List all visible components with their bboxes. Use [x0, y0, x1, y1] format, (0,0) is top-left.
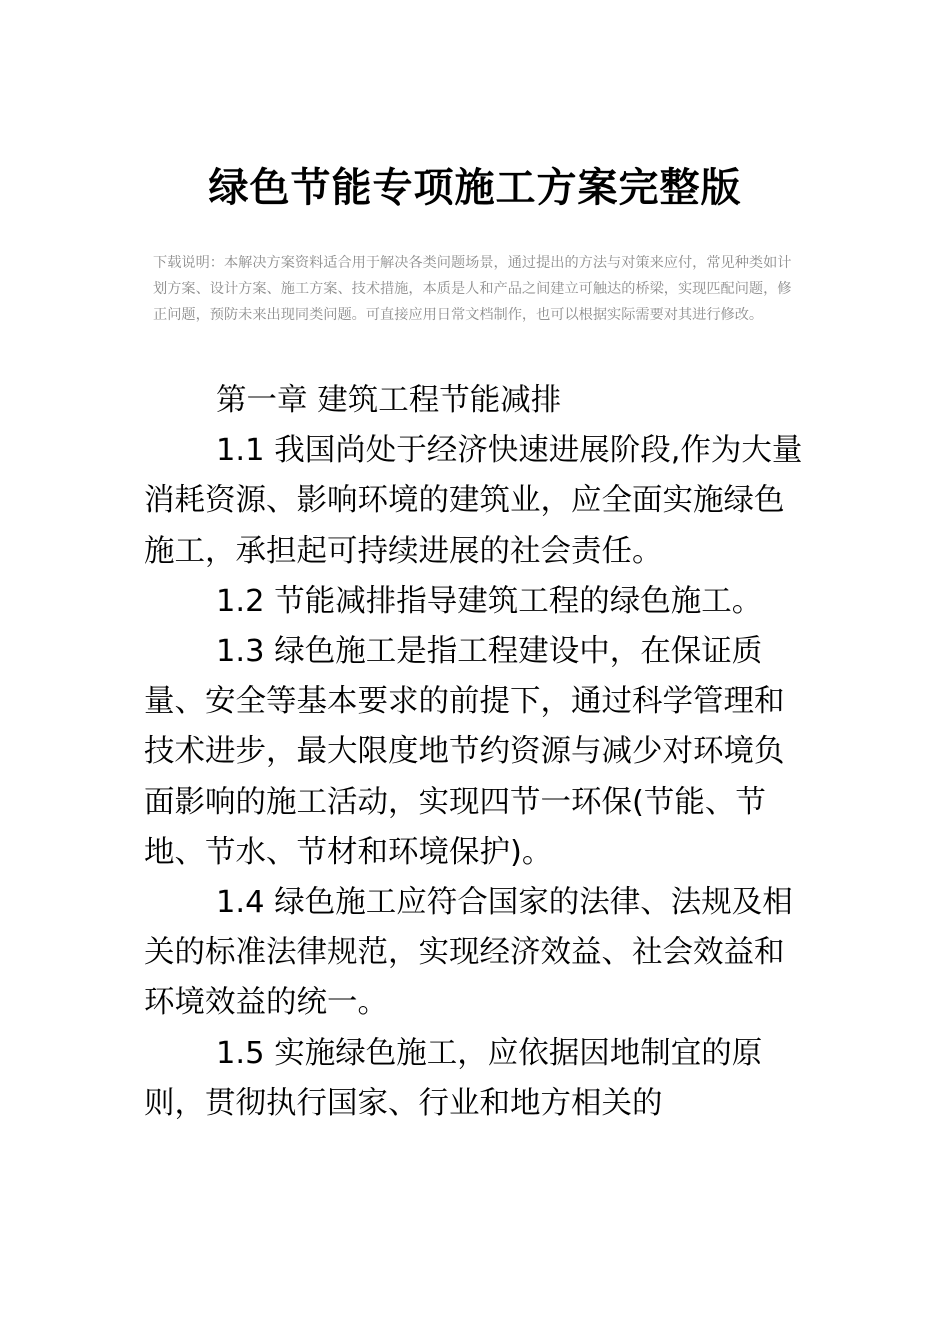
paragraph-1-1: 1.1 我国尚处于经济快速进展阶段,作为大量消耗资源、影响环境的建筑业，应全面实施绿色施工，承担起可持续进展的社会责任。: [144, 433, 803, 569]
document-title: 绿色节能专项施工方案完整版: [208, 165, 742, 211]
download-note: 下载说明：本解决方案资料适合用于解决各类问题场景，通过提出的方法与对策来应付，常见种类如计划方案、设计方案、施工方案、技术措施，本质是人和产品之间建立可触达的桥梁，实现匹配问题，修正问题，预防未来出现同类问题。可直接应用日常文档制作，也可以根据实际需要对其进行修改。: [153, 255, 792, 323]
paragraph-1-2: 1.2 节能减排指导建筑工程的绿色施工。: [216, 583, 763, 619]
document-body: [144, 376, 809, 1129]
paragraph-1-5: 1.5 实施绿色施工，应依据因地制宜的原则，贯彻执行国家、行业和地方相关的: [144, 1035, 763, 1121]
paragraph-1-4: 1.4 绿色施工应符合国家的法律、法规及相关的标准法律规范，实现经济效益、社会效益和环境效益的统一。: [144, 885, 793, 1021]
chapter-heading: 第一章 建筑工程节能减排: [216, 383, 562, 418]
paragraph-1-3: 1.3 绿色施工是指工程建设中，在保证质量、安全等基本要求的前提下，通过科学管理和技术进步，最大限度地节约资源与减少对环境负面影响的施工活动，实现四节一环保(节能、节地、节水、节材和环境保护)。: [144, 634, 785, 870]
